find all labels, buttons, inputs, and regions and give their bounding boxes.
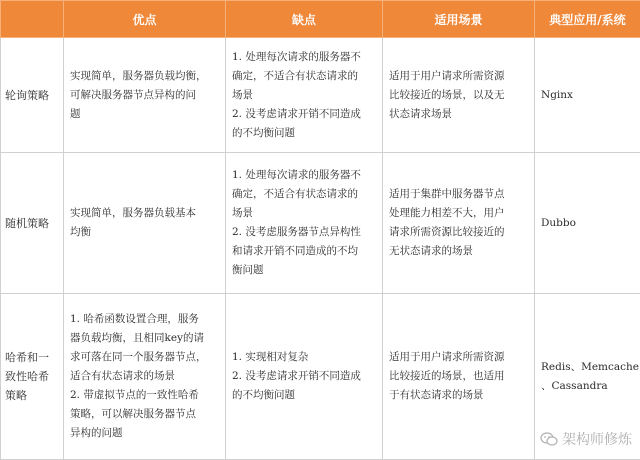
pros-line: 适合有状态请求的场景 <box>70 367 219 386</box>
table-row <box>1 38 640 153</box>
scenario-line: 处理能力相差不大，用户 <box>389 204 528 223</box>
header-pros: 优点 <box>64 1 226 38</box>
cons-line: 衡问题 <box>232 261 376 280</box>
row-name-line: 致性哈希 <box>5 367 57 386</box>
row-name-text: 随机策略 <box>5 214 57 233</box>
scenario-line: 请求所需资源比较接近的 <box>389 223 528 242</box>
pros-line: 器负载均衡，且相同key的请 <box>70 329 219 348</box>
cons-line: 确定，不适合有状态请求的 <box>232 185 376 204</box>
cons-line: 2. 没考虑请求开销不同造成 <box>232 367 376 386</box>
row-name-line: 哈希和一 <box>5 348 57 367</box>
cons-line: 场景 <box>232 86 376 105</box>
scenario-line: 状态请求场景 <box>389 105 528 124</box>
header-apps: 典型应用/系统 <box>535 1 640 38</box>
pros-line: 均衡 <box>70 223 219 242</box>
row-name-line: 策略 <box>5 386 57 405</box>
pros-cell <box>64 153 226 294</box>
scenarios-cell <box>383 294 535 460</box>
cons-cell <box>226 153 383 294</box>
cons-line: 1. 实现相对复杂 <box>232 348 376 367</box>
header-scenarios: 适用场景 <box>383 1 535 38</box>
pros-cell <box>64 38 226 153</box>
row-name-text: 轮询策略 <box>5 86 57 105</box>
cons-line: 1. 处理每次请求的服务器不 <box>232 166 376 185</box>
pros-line: 异构的问题 <box>70 424 219 443</box>
app-line: 、Cassandra <box>541 377 634 396</box>
cons-line: 和请求开销不同造成的不均 <box>232 242 376 261</box>
scenarios-cell <box>383 38 535 153</box>
cons-cell <box>226 38 383 153</box>
cons-cell <box>226 294 383 460</box>
header-row <box>1 1 640 38</box>
row-name <box>1 38 64 153</box>
scenario-line: 比较接近的场景，以及无 <box>389 86 528 105</box>
scenario-line: 无状态请求的场景 <box>389 242 528 261</box>
wechat-icon <box>540 432 558 446</box>
pros-cell <box>64 294 226 460</box>
app-line: Dubbo <box>541 214 634 233</box>
pros-line: 题 <box>70 105 219 124</box>
cons-line: 的不均衡问题 <box>232 124 376 143</box>
pros-line: 求可落在同一个服务器节点， <box>70 348 219 367</box>
row-name <box>1 294 64 460</box>
app-line: Nginx <box>541 86 634 105</box>
scenario-line: 于有状态请求的场景 <box>389 386 528 405</box>
pros-line: 策略，可以解决服务器节点 <box>70 405 219 424</box>
cons-line: 1. 处理每次请求的服务器不 <box>232 48 376 67</box>
watermark <box>540 429 632 449</box>
cons-line: 2. 没考虑服务器节点异构性 <box>232 223 376 242</box>
app-line: Redis、Memcache <box>541 358 634 377</box>
scenario-line: 适用于用户请求所需资源 <box>389 67 528 86</box>
cons-line: 的不均衡问题 <box>232 386 376 405</box>
table-row <box>1 153 640 294</box>
scenario-line: 适用于用户请求所需资源 <box>389 348 528 367</box>
pros-line: 实现简单，服务器负载基本 <box>70 204 219 223</box>
scenarios-cell <box>383 153 535 294</box>
pros-line: 1. 哈希函数设置合理，服务 <box>70 310 219 329</box>
cons-line: 2. 没考虑请求开销不同造成 <box>232 105 376 124</box>
pros-line: 可解决服务器节点异构的问 <box>70 86 219 105</box>
pros-line: 2. 带虚拟节点的一致性哈希 <box>70 386 219 405</box>
scenario-line: 比较接近的场景，也适用 <box>389 367 528 386</box>
apps-cell <box>535 153 640 294</box>
cons-line: 场景 <box>232 204 376 223</box>
watermark-text: 架构师修炼 <box>562 429 632 449</box>
row-name <box>1 153 64 294</box>
apps-cell <box>535 38 640 153</box>
header-cons: 缺点 <box>226 1 383 38</box>
pros-line: 实现简单，服务器负载均衡， <box>70 67 219 86</box>
cons-line: 确定，不适合有状态请求的 <box>232 67 376 86</box>
header-blank <box>1 1 64 38</box>
scenario-line: 适用于集群中服务器节点 <box>389 185 528 204</box>
